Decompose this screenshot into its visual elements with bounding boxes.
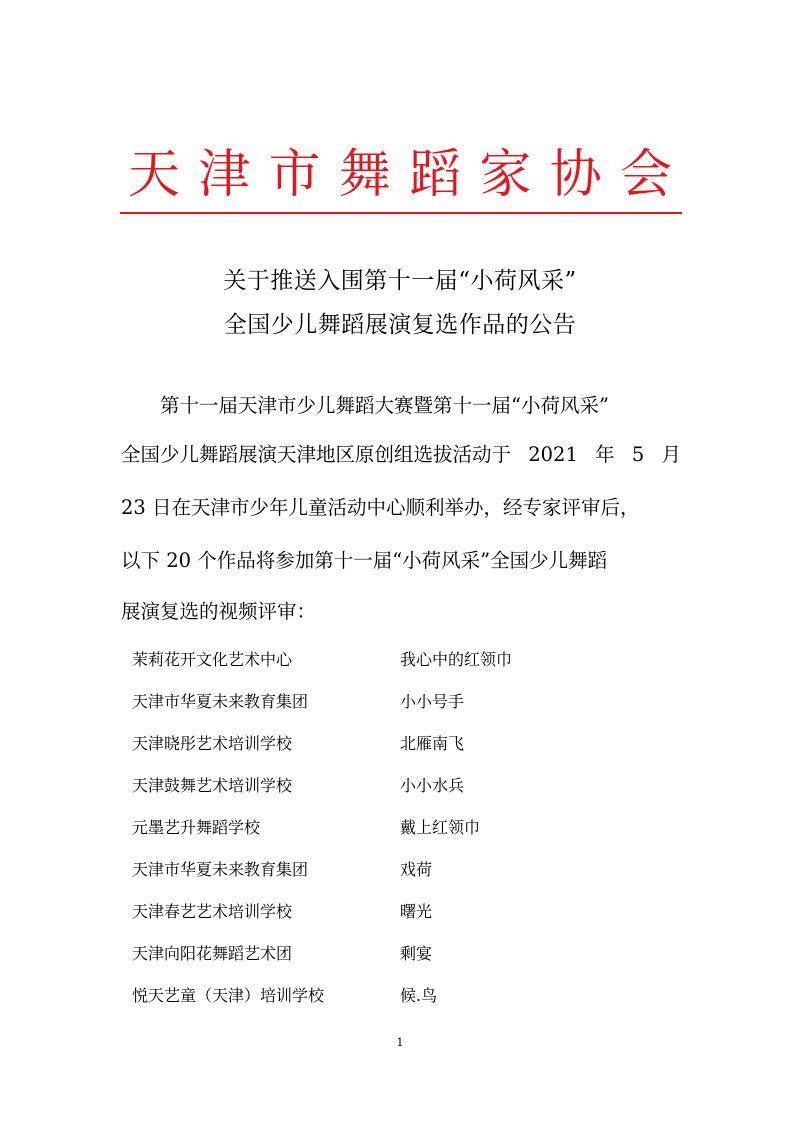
work-title: 戴上红领巾 [400, 818, 481, 837]
body-line-1 [160, 392, 681, 420]
organization-name: 天津晓彤艺术培训学校 [132, 734, 293, 753]
body-line-4: 以下 20 个作品将参加第十一届“小荷风采”全国少儿舞蹈 [121, 549, 608, 572]
organization-name: 茉莉花开文化艺术中心 [132, 650, 293, 669]
organization-name: 天津市华夏未来教育集团 [132, 860, 309, 879]
organization-name: 天津市华夏未来教育集团 [132, 692, 309, 711]
work-title: 北雁南飞 [400, 734, 465, 753]
work-title: 剩宴 [400, 944, 433, 963]
notice-title-line-2: 全国少儿舞蹈展演复选作品的公告 [223, 312, 577, 338]
body-text: 第十一届天津市少儿舞蹈大赛暨第十一届“小荷风采” [160, 394, 609, 417]
letterhead-title [120, 140, 680, 210]
body-text: 年 [595, 443, 615, 466]
page-number: 1 [396, 1036, 404, 1049]
body-month-number: 5 [631, 443, 645, 466]
letterhead-char: 津 [198, 145, 251, 205]
work-title: 曙光 [400, 902, 433, 921]
organization-name: 悦天艺童（天津）培训学校 [132, 986, 325, 1005]
notice-title-line-1: 关于推送入围第十一届“小荷风采” [223, 268, 577, 294]
letterhead-char: 蹈 [409, 145, 462, 205]
work-title: 我心中的红领巾 [400, 650, 513, 669]
work-title: 候.鸟 [400, 986, 438, 1005]
letterhead-char: 家 [479, 145, 532, 205]
letterhead-divider [120, 212, 682, 214]
body-text: 全国少儿舞蹈展演天津地区原创组选拔活动于 [121, 443, 512, 466]
body-line-2 [121, 441, 681, 469]
body-line-3: 23 日在天津市少年儿童活动中心顺利举办，经专家评审后， [121, 496, 640, 519]
work-title: 小小号手 [400, 692, 465, 711]
body-year: 2021 [528, 443, 578, 466]
letterhead-char: 舞 [338, 145, 391, 205]
organization-name: 天津向阳花舞蹈艺术团 [132, 944, 293, 963]
letterhead-char: 市 [268, 145, 321, 205]
organization-name: 天津春艺艺术培训学校 [132, 902, 293, 921]
letterhead-char: 会 [619, 145, 672, 205]
body-text: 月 [661, 443, 681, 466]
organization-name: 天津鼓舞艺术培训学校 [132, 776, 293, 795]
letterhead-char: 协 [549, 145, 602, 205]
work-title: 小小水兵 [400, 776, 465, 795]
organization-name: 元墨艺升舞蹈学校 [132, 818, 261, 837]
letterhead-char: 天 [128, 145, 181, 205]
body-line-5: 展演复选的视频评审： [121, 600, 317, 623]
work-title: 戏荷 [400, 860, 433, 879]
